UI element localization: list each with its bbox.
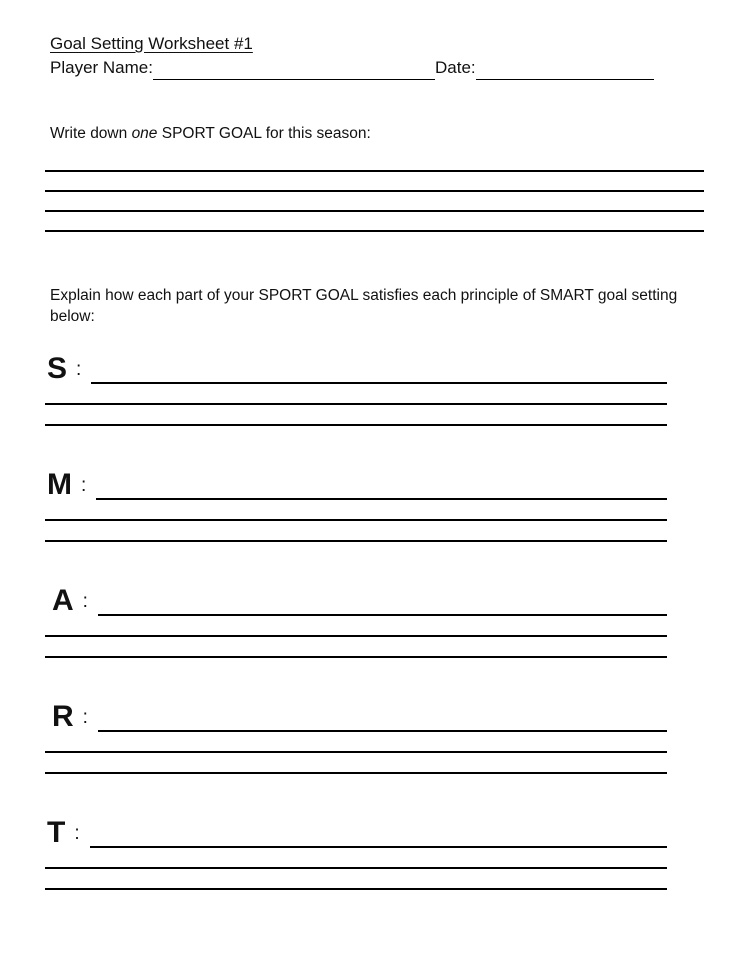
player-name-label: Player Name: (50, 58, 153, 78)
smart-blank-line (45, 500, 667, 521)
worksheet-header (45, 33, 704, 80)
smart-letter-row (45, 344, 667, 384)
goal-blank-line (45, 148, 704, 172)
smart-section-t (45, 808, 667, 890)
smart-letter-t: T (47, 816, 67, 850)
worksheet-title: Goal Setting Worksheet #1 (50, 34, 253, 53)
goal-prompt-prefix: Write down (50, 125, 132, 143)
smart-blank-line (98, 586, 667, 616)
smart-section-m (45, 460, 667, 542)
smart-blank-line (45, 753, 667, 774)
smart-blank-line (45, 637, 667, 658)
player-name-blank-line (153, 61, 435, 81)
smart-blank-line (96, 470, 667, 500)
smart-letter-row (45, 808, 667, 848)
smart-letter-row (45, 692, 667, 732)
smart-section-r (45, 692, 667, 774)
smart-letter-a: A (52, 584, 75, 618)
smart-blank-line (45, 521, 667, 542)
smart-blank-line (45, 732, 667, 753)
smart-letter-row (45, 576, 667, 616)
smart-blank-line (45, 405, 667, 426)
smart-colon: : (82, 707, 88, 729)
smart-blank-line (90, 818, 667, 848)
goal-write-in-lines (45, 148, 704, 232)
smart-section-s (45, 344, 667, 426)
goal-blank-line (45, 212, 704, 232)
goal-prompt (45, 124, 704, 144)
smart-letter-s: S (47, 352, 69, 386)
smart-colon: : (82, 591, 88, 613)
smart-blank-line (45, 384, 667, 405)
smart-blank-line (98, 702, 667, 732)
smart-blank-line (91, 354, 667, 384)
smart-letter-m: M (47, 468, 73, 502)
goal-blank-line (45, 172, 704, 192)
goal-prompt-emphasis: one (131, 125, 158, 143)
smart-sections (45, 344, 704, 890)
smart-letter-row (45, 460, 667, 500)
goal-blank-line (45, 192, 704, 212)
smart-blank-line (45, 616, 667, 637)
name-date-row (50, 56, 704, 80)
smart-colon: : (76, 359, 82, 381)
date-label: Date: (434, 58, 476, 78)
smart-blank-line (45, 848, 667, 869)
date-blank-line (476, 61, 654, 81)
smart-colon: : (81, 475, 87, 497)
smart-explain-text: Explain how each part of your SPORT GOAL satisfies each principle of SMART goal setting below: (50, 287, 678, 326)
smart-blank-line (45, 869, 667, 890)
smart-letter-r: R (52, 700, 75, 734)
smart-colon: : (74, 823, 80, 845)
smart-section-a (45, 576, 667, 658)
goal-prompt-suffix: SPORT GOAL for this season: (157, 125, 371, 143)
